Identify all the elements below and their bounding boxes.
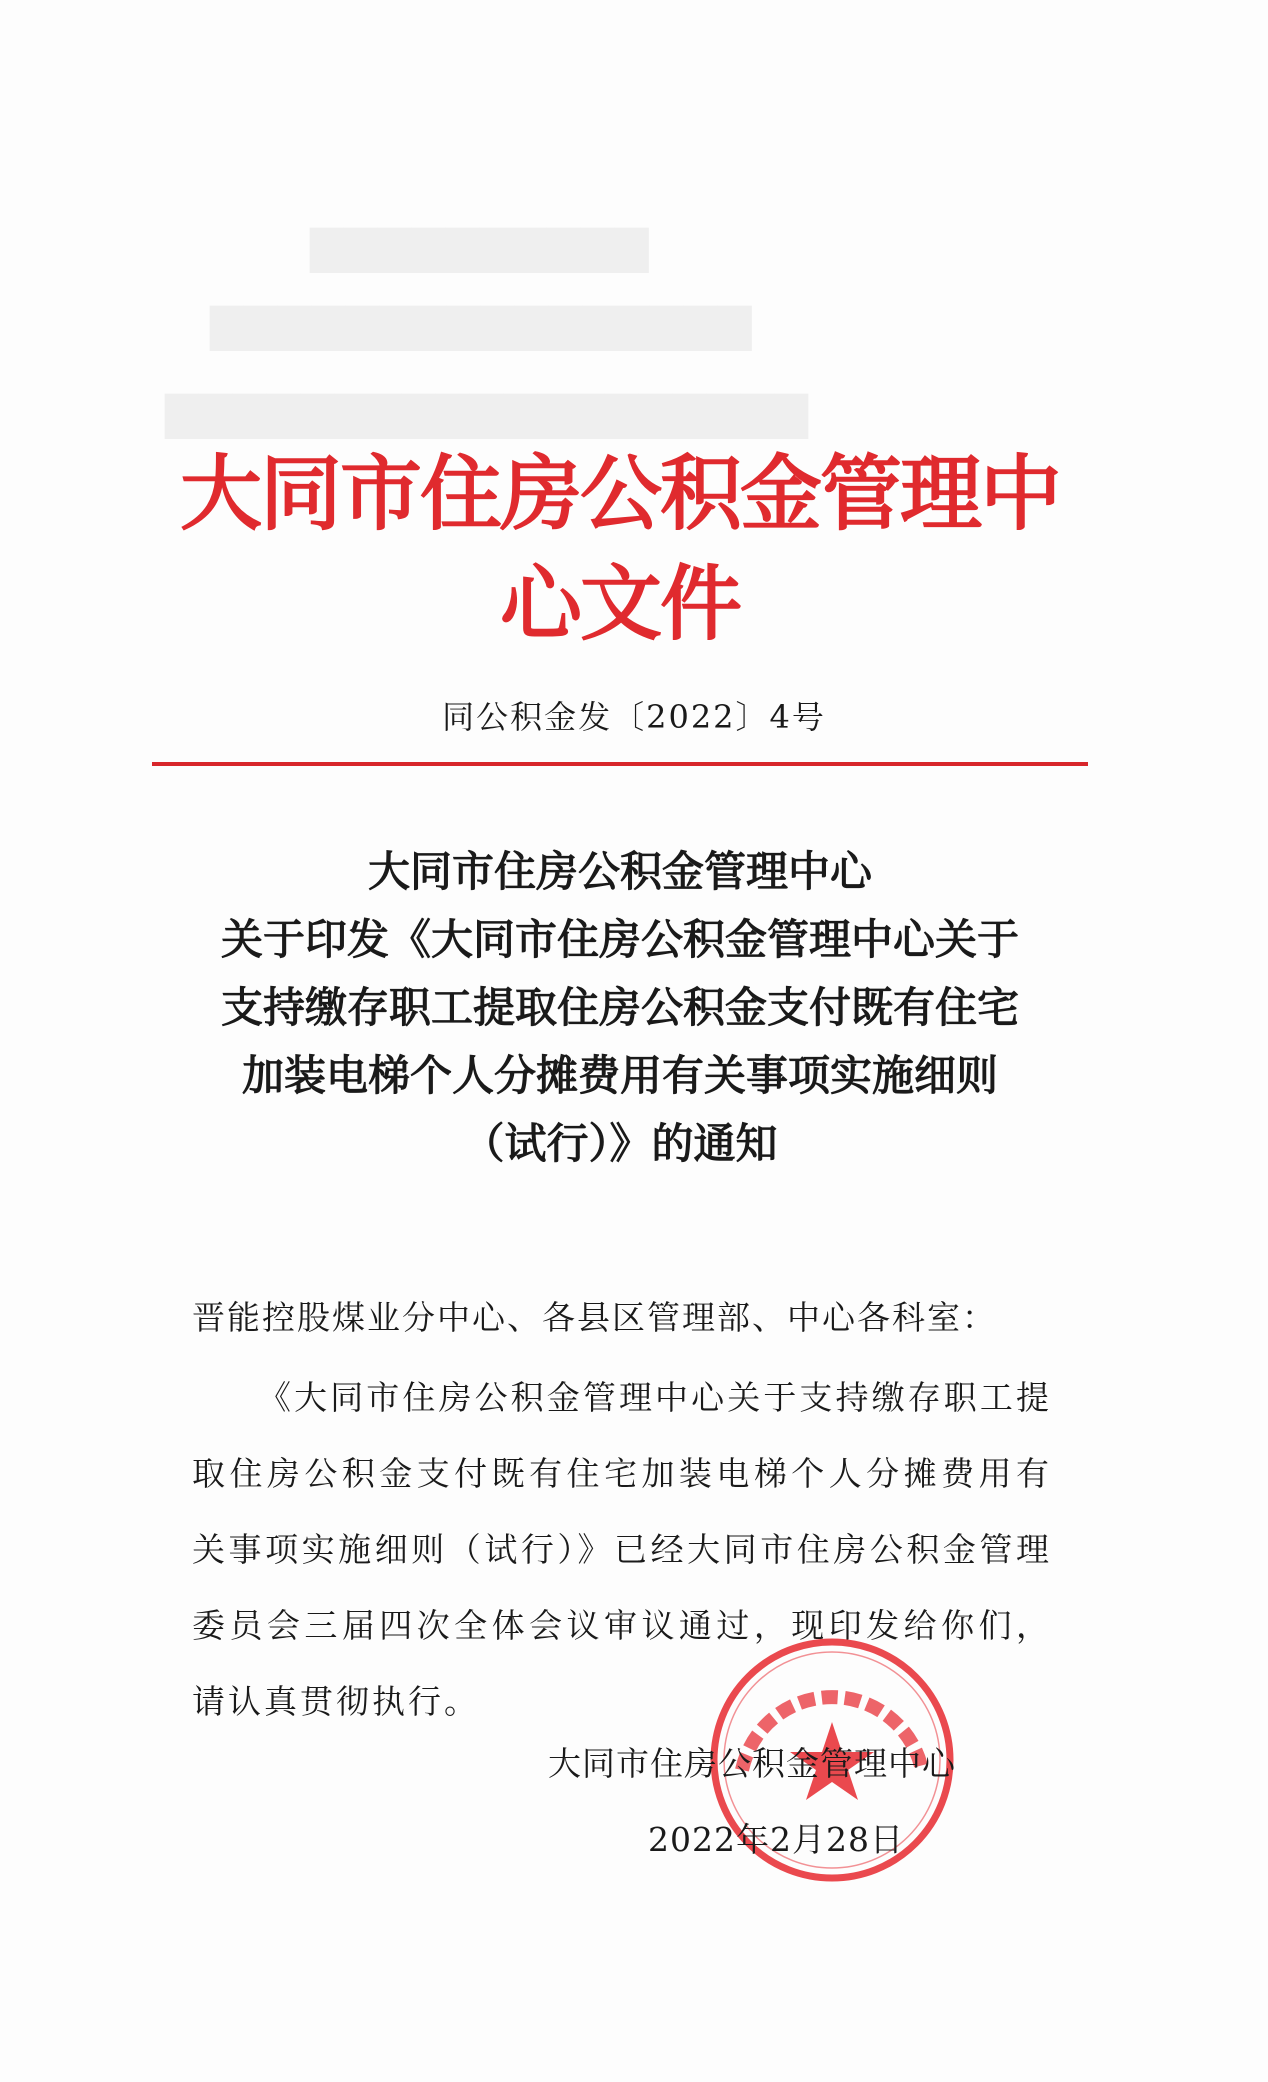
addressee-line: 晋能控股煤业分中心、各县区管理部、中心各科室： <box>192 1298 997 1337</box>
body-paragraph: 《大同市住房公积金管理中心关于支持缴存职工提取住房公积金支付既有住宅加装电梯个人分摊费用有关事项实施细则（试行）》已经大同市住房公积金管理委员会三届四次全体会议审议通过，现印发给你们，请认真贯彻执行。 <box>192 1378 1052 1721</box>
title-line: 关于印发《大同市住房公积金管理中心关于 <box>220 915 1019 964</box>
title-line: （试行）》的通知 <box>462 1119 778 1168</box>
red-divider-line <box>152 762 1088 766</box>
bleed-through-artifact: ▇▇▇▇▇▇▇▇▇▇▇▇▇▇▇▇▇▇▇ <box>165 388 808 439</box>
title-line: 大同市住房公积金管理中心 <box>367 847 872 896</box>
bleed-through-artifact: ▇▇▇▇▇▇▇▇▇▇▇▇▇▇▇▇ <box>210 300 752 351</box>
notice-title <box>150 838 1090 1178</box>
issuer-signature: 大同市住房公积金管理中心 <box>548 1744 956 1783</box>
document-masthead: 大同市住房公积金管理中心文件 <box>179 447 1060 652</box>
bleed-through-artifact: ▇▇▇▇▇▇▇▇▇▇ <box>310 222 649 273</box>
issue-date: 2022年2月28日 <box>648 1820 904 1859</box>
title-line: 加装电梯个人分摊费用有关事项实施细则 <box>241 1051 998 1100</box>
document-number: 同公积金发〔2022〕4号 <box>442 698 826 736</box>
title-line: 支持缴存职工提取住房公积金支付既有住宅 <box>220 983 1019 1032</box>
